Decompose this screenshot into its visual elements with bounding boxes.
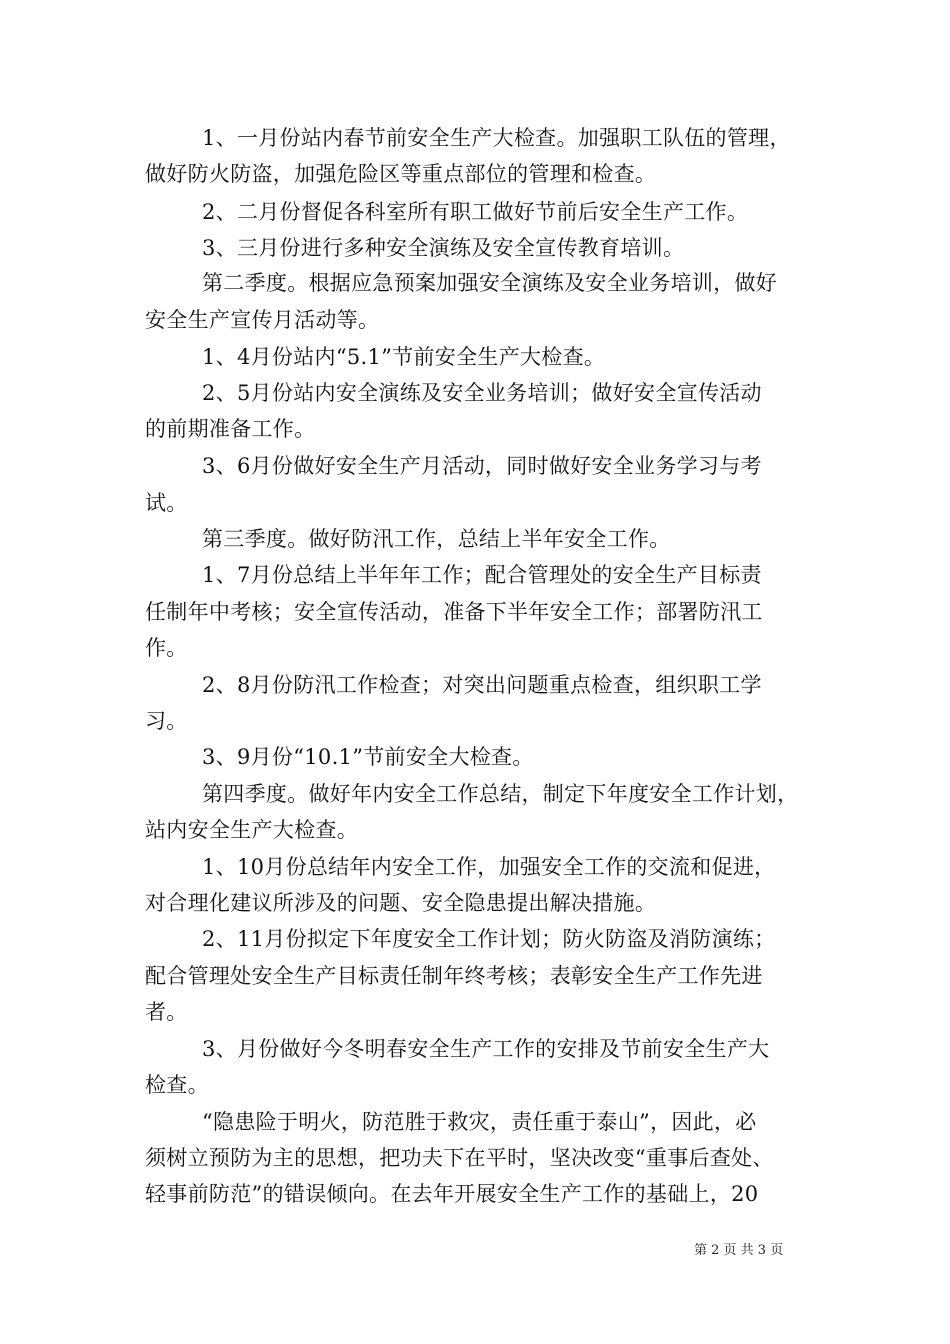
text-line: 试。 — [145, 491, 188, 515]
text-line: 2、8月份防汛工作检查；对突出问题重点检查，组织职工学 — [202, 673, 762, 697]
text-line: 2、二月份督促各科室所有职工做好节前后安全生产工作。 — [202, 200, 749, 224]
text-line: 3、三月份进行多种安全演练及安全宣传教育培训。 — [202, 236, 685, 260]
text-line: 3、9月份“10.1”节前安全大检查。 — [202, 745, 534, 769]
text-line: 2、5月份站内安全演练及安全业务培训；做好安全宣传活动 — [202, 381, 762, 405]
text-line: 作。 — [145, 636, 188, 660]
text-line: 做好防火防盗，加强危险区等重点部位的管理和检查。 — [145, 162, 657, 186]
text-line: 1、10月份总结年内安全工作，加强安全工作的交流和促进， — [202, 855, 776, 879]
text-line: 3、6月份做好安全生产月活动，同时做好安全业务学习与考 — [202, 454, 762, 478]
text-line: 配合管理处安全生产目标责任制年终考核；表彰安全生产工作先进 — [145, 964, 763, 988]
text-line: 第二季度。根据应急预案加强安全演练及安全业务培训，做好 — [202, 271, 778, 295]
text-line: 对合理化建议所涉及的问题、安全隐患提出解决措施。 — [145, 891, 657, 915]
text-line: 的前期准备工作。 — [145, 417, 316, 441]
text-line: 第四季度。做好年内安全工作总结，制定下年度安全工作计划， — [202, 782, 799, 806]
text-line: 须树立预防为主的思想，把功夫下在平时，坚决改变“重事后查处、 — [145, 1146, 774, 1170]
text-line: 第三季度。做好防汛工作，总结上半年安全工作。 — [202, 527, 671, 551]
text-line: “隐患险于明火，防范胜于救灾，责任重于泰山”，因此，必 — [202, 1110, 757, 1134]
text-line: 1、一月份站内春节前安全生产大检查。加强职工队伍的管理， — [202, 126, 791, 150]
text-line: 安全生产宣传月活动等。 — [145, 308, 380, 332]
text-line: 者。 — [145, 1000, 188, 1024]
text-line: 轻事前防范”的错误倾向。在去年开展安全生产工作的基础上，20 — [145, 1182, 759, 1206]
page-number-footer: 第 2 页 共 3 页 — [694, 1243, 784, 1258]
text-line: 检查。 — [145, 1073, 209, 1097]
text-line: 任制年中考核；安全宣传活动，准备下半年安全工作；部署防汛工 — [145, 600, 763, 624]
text-line: 3、月份做好今冬明春安全生产工作的安排及节前安全生产大 — [202, 1037, 770, 1061]
text-line: 站内安全生产大检查。 — [145, 818, 358, 842]
text-line: 2、11月份拟定下年度安全工作计划；防火防盗及消防演练； — [202, 927, 776, 951]
text-line: 习。 — [145, 709, 188, 733]
text-line: 1、4月份站内“5.1”节前安全生产大检查。 — [202, 345, 606, 369]
text-line: 1、7月份总结上半年年工作；配合管理处的安全生产目标责 — [202, 563, 762, 587]
